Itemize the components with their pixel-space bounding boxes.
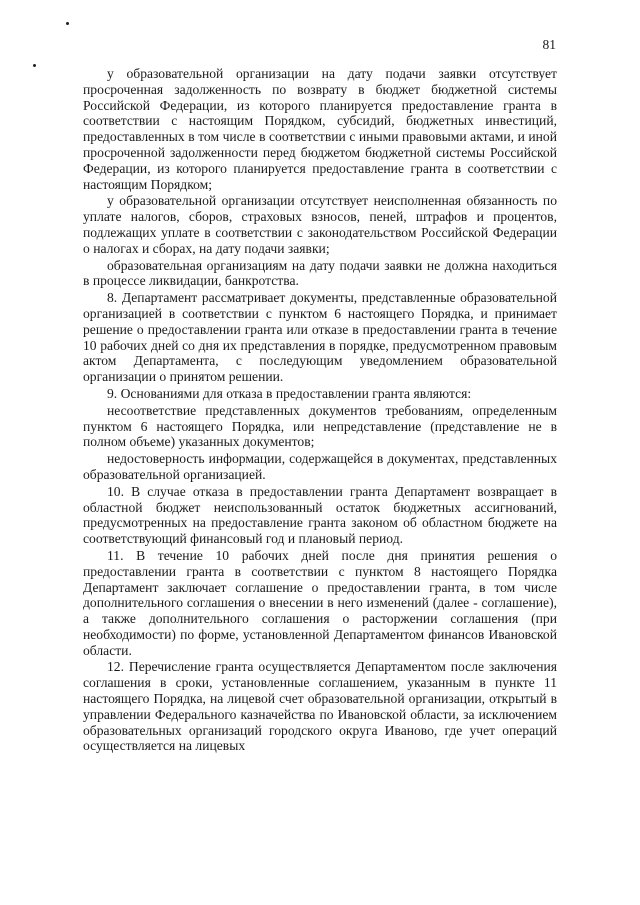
- paragraph-clause-12: 12. Перечисление гранта осуществляется Департаментом после заключения соглашения в сроки, установленные соглашением, указанным в пункте 11 настоящего Порядка, на лицевой счет образовательной организации, открытый в управлении Федерального казначейства по Ивановской области, за исключением образовательных организаций городского округа Иваново, где учет операций осуществляется на лицевых: [83, 659, 557, 754]
- scan-speck: [33, 64, 36, 67]
- paragraph-clause-9: 9. Основаниями для отказа в предоставлении гранта являются:: [107, 385, 472, 401]
- paragraph: у образовательной организации на дату подачи заявки отсутствует просроченная задолженность по возврату в бюджет бюджетной системы Российской Федерации, из которого планируется предоставление гранта в соответствии с настоящим Порядком, субсидий, бюджетных инвестиций, предоставленных в том числе в соответствии с иными правовыми актами, и иной просроченной задолженности перед бюджетом бюджетной системы Российской Федерации, из которого планируется предоставление гранта в соответствии с настоящим Порядком;: [83, 66, 557, 192]
- paragraph: недостоверность информации, содержащейся в документах, представленных образовательной организацией.: [83, 451, 557, 482]
- paragraph-clause-11: 11. В течение 10 рабочих дней после дня принятия решения о предоставлении гранта в соответствии с пунктом 8 настоящего Порядка Департамент заключает соглашение о предоставлении гранта, в том числе дополнительного соглашения о внесении в него изменений (далее - соглашение), а также дополнительного соглашения о расторжении соглашения (при необходимости) по форме, установленной Департаментом финансов Ивановской области.: [83, 547, 557, 658]
- scan-speck: [66, 22, 69, 25]
- document-body: [83, 66, 557, 754]
- paragraph: у образовательной организации отсутствует неисполненная обязанность по уплате налогов, сборов, страховых взносов, пеней, штрафов и процентов, подлежащих уплате в соответствии с законодательством Российской Федерации о налогах и сборах, на дату подачи заявки;: [83, 193, 557, 256]
- paragraph: образовательная организациям на дату подачи заявки не должна находиться в процессе ликвидации, банкротства.: [83, 257, 557, 289]
- paragraph: несоответствие представленных документов требованиям, определенным пунктом 6 настоящего Порядка, или непредставление (представление не в полном объеме) указанных документов;: [83, 402, 557, 450]
- paragraph-clause-8: 8. Департамент рассматривает документы, представленные образовательной организацией в соответствии с пунктом 6 настоящего Порядка, и принимает решение о предоставлении гранта или отказе в предоставлении гранта в течение 10 рабочих дней со дня их представления в порядке, предусмотренном правовым актом Департамента, с последующим уведомлением образовательной организации о принятом решении.: [83, 290, 557, 385]
- page-number: 81: [542, 37, 556, 52]
- paragraph-clause-10: 10. В случае отказа в предоставлении гранта Департамент возвращает в областной бюджет неиспользованный остаток бюджетных ассигнований, предусмотренных на предоставление гранта законом об областном бюджете на соответствующий финансовый год и плановый период.: [83, 483, 557, 547]
